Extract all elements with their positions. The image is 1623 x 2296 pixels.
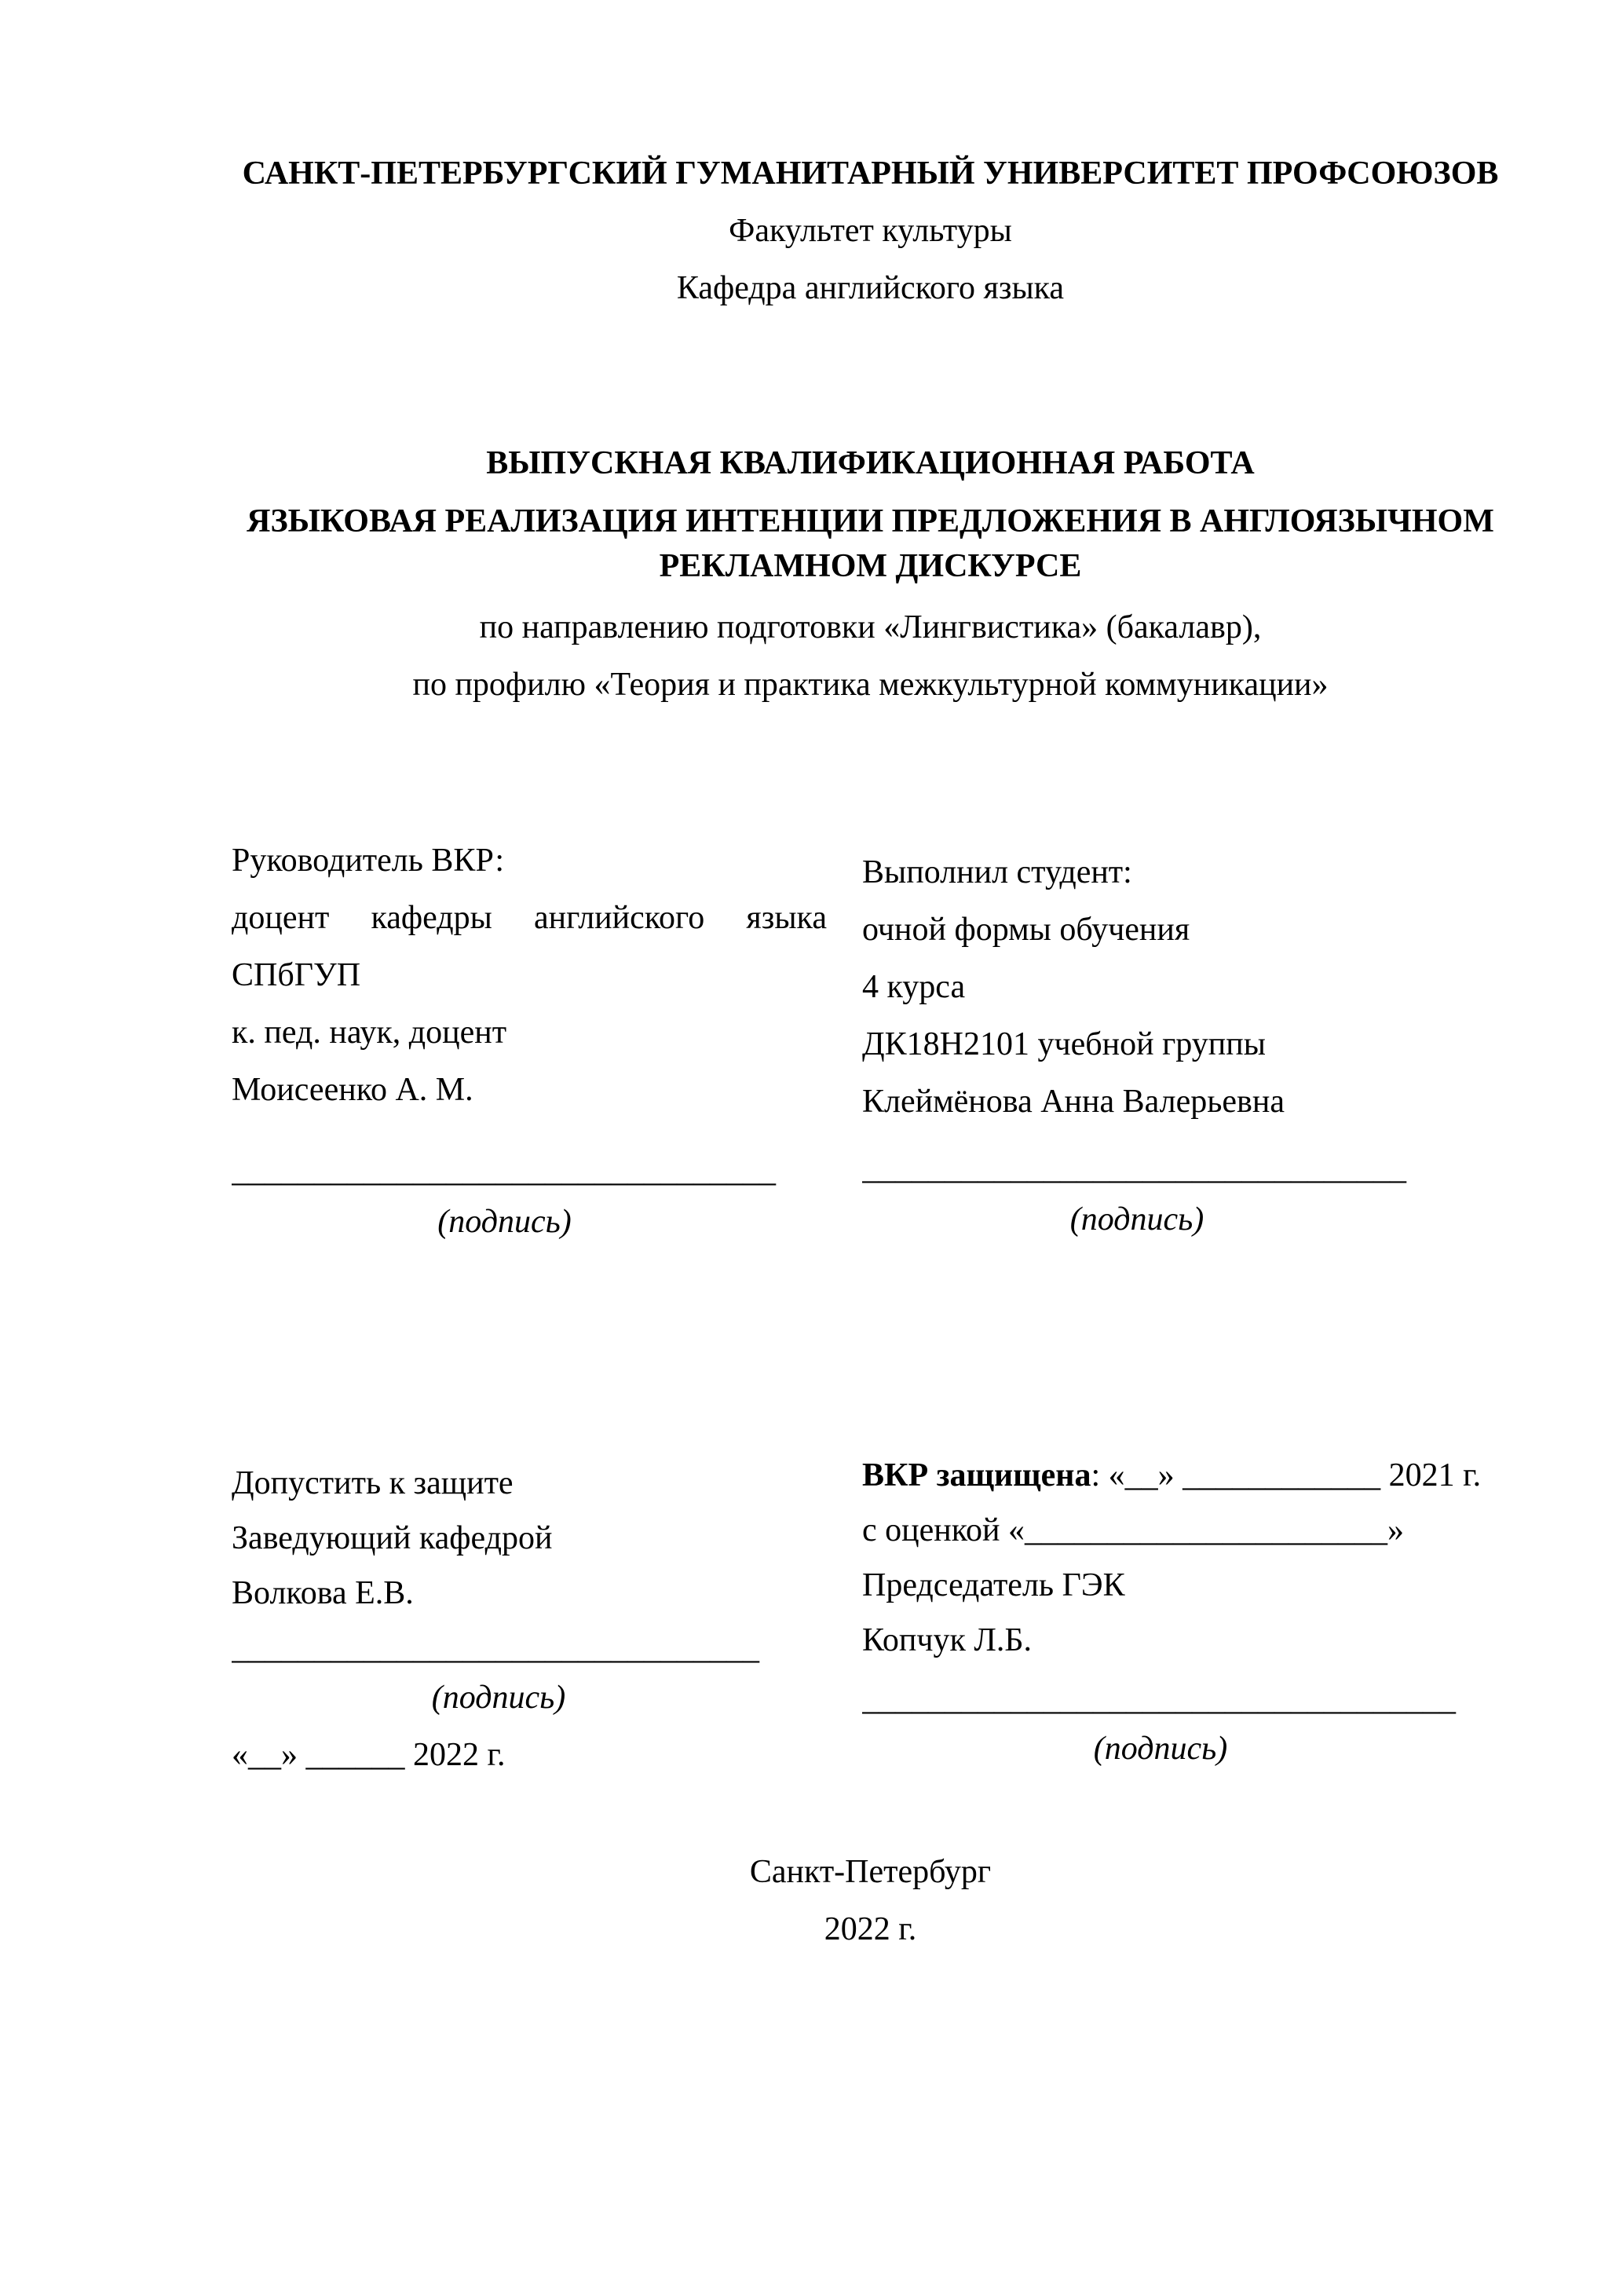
university-name: САНКТ-ПЕТЕРБУРГСКИЙ ГУМАНИТАРНЫЙ УНИВЕРСИТЕТ ПРОФСОЮЗОВ	[242, 155, 1499, 192]
supervisor-position-word: кафедры	[371, 900, 492, 936]
student-study-form: очной формы обучения	[862, 912, 1190, 948]
admission-line1: Допустить к защите	[232, 1465, 514, 1501]
student-signature-area	[862, 1140, 1412, 1241]
defense-label: ВКР защищена	[862, 1457, 1091, 1493]
thesis-title-line1: ЯЗЫКОВАЯ РЕАЛИЗАЦИЯ ИНТЕНЦИИ ПРЕДЛОЖЕНИЯ В АНГЛОЯЗЫЧНОМ	[247, 503, 1494, 539]
chairman-name: Копчук Л.Б.	[862, 1622, 1033, 1658]
supervisor-name: Моисеенко А. М.	[232, 1072, 473, 1108]
supervisor-organization: СПбГУП	[232, 957, 361, 993]
defense-signature-line: ____________________________________	[862, 1681, 1456, 1717]
student-course: 4 курса	[862, 969, 966, 1005]
defense-block	[862, 1448, 1509, 1782]
admission-line2: Заведующий кафедрой	[232, 1520, 553, 1556]
supervisor-position-word: доцент	[232, 900, 330, 936]
program-line: по направлению подготовки «Лингвистика» (бакалавр),	[479, 609, 1262, 645]
defense-date-line	[862, 1448, 1509, 1503]
defense-signature-caption: (подпись)	[1093, 1731, 1228, 1767]
title-block	[232, 435, 1509, 714]
student-name: Клеймёнова Анна Валерьевна	[862, 1084, 1285, 1120]
student-signature-caption: (подпись)	[1069, 1201, 1204, 1238]
student-signature-line: _________________________________	[862, 1150, 1406, 1186]
supervisor-signature-area	[232, 1143, 777, 1244]
header-block	[232, 145, 1509, 317]
supervisor-position-word: английского	[534, 900, 705, 936]
supervisor-heading: Руководитель ВКР:	[232, 843, 505, 879]
department-name: Кафедра английского языка	[676, 270, 1065, 306]
footer-block	[232, 1844, 1509, 1958]
admission-signature-line: ________________________________	[232, 1630, 759, 1666]
supervisor-position-word: языка	[746, 900, 827, 936]
footer-city: Санкт-Петербург	[749, 1854, 992, 1890]
supervisor-signature-caption: (подпись)	[437, 1204, 572, 1240]
supervisor-degree: к. пед. наук, доцент	[232, 1015, 507, 1051]
supervisor-block	[232, 832, 827, 1244]
footer-year: 2022 г.	[824, 1911, 917, 1947]
defense-date-blank: : «__» ____________ 2021 г.	[1091, 1457, 1482, 1493]
admission-signature-caption: (подпись)	[431, 1680, 566, 1716]
student-heading: Выполнил студент:	[862, 854, 1132, 890]
supervisor-position	[232, 890, 827, 947]
work-type-heading: ВЫПУСКНАЯ КВАЛИФИКАЦИОННАЯ РАБОТА	[486, 445, 1255, 481]
chairman-title: Председатель ГЭК	[862, 1567, 1125, 1603]
defense-grade-line: с оценкой «______________________»	[862, 1512, 1404, 1548]
admission-signature-area	[232, 1621, 766, 1720]
thesis-title-line2: РЕКЛАМНОМ ДИСКУРСЕ	[659, 548, 1082, 584]
defense-signature-area	[862, 1672, 1459, 1771]
supervisor-signature-line: _________________________________	[232, 1153, 776, 1189]
thesis-title	[232, 499, 1509, 589]
signature-columns	[232, 832, 1509, 1244]
student-group: ДК18Н2101 учебной группы	[862, 1026, 1266, 1062]
approval-columns	[232, 1448, 1509, 1782]
profile-line: по профилю «Теория и практика межкультурной коммуникации»	[412, 667, 1329, 703]
faculty-name: Факультет культуры	[729, 213, 1012, 249]
admission-name: Волкова Е.В.	[232, 1575, 414, 1611]
admission-block	[232, 1448, 827, 1782]
student-block	[862, 832, 1509, 1244]
admission-date-line: «__» ______ 2022 г.	[232, 1737, 506, 1773]
